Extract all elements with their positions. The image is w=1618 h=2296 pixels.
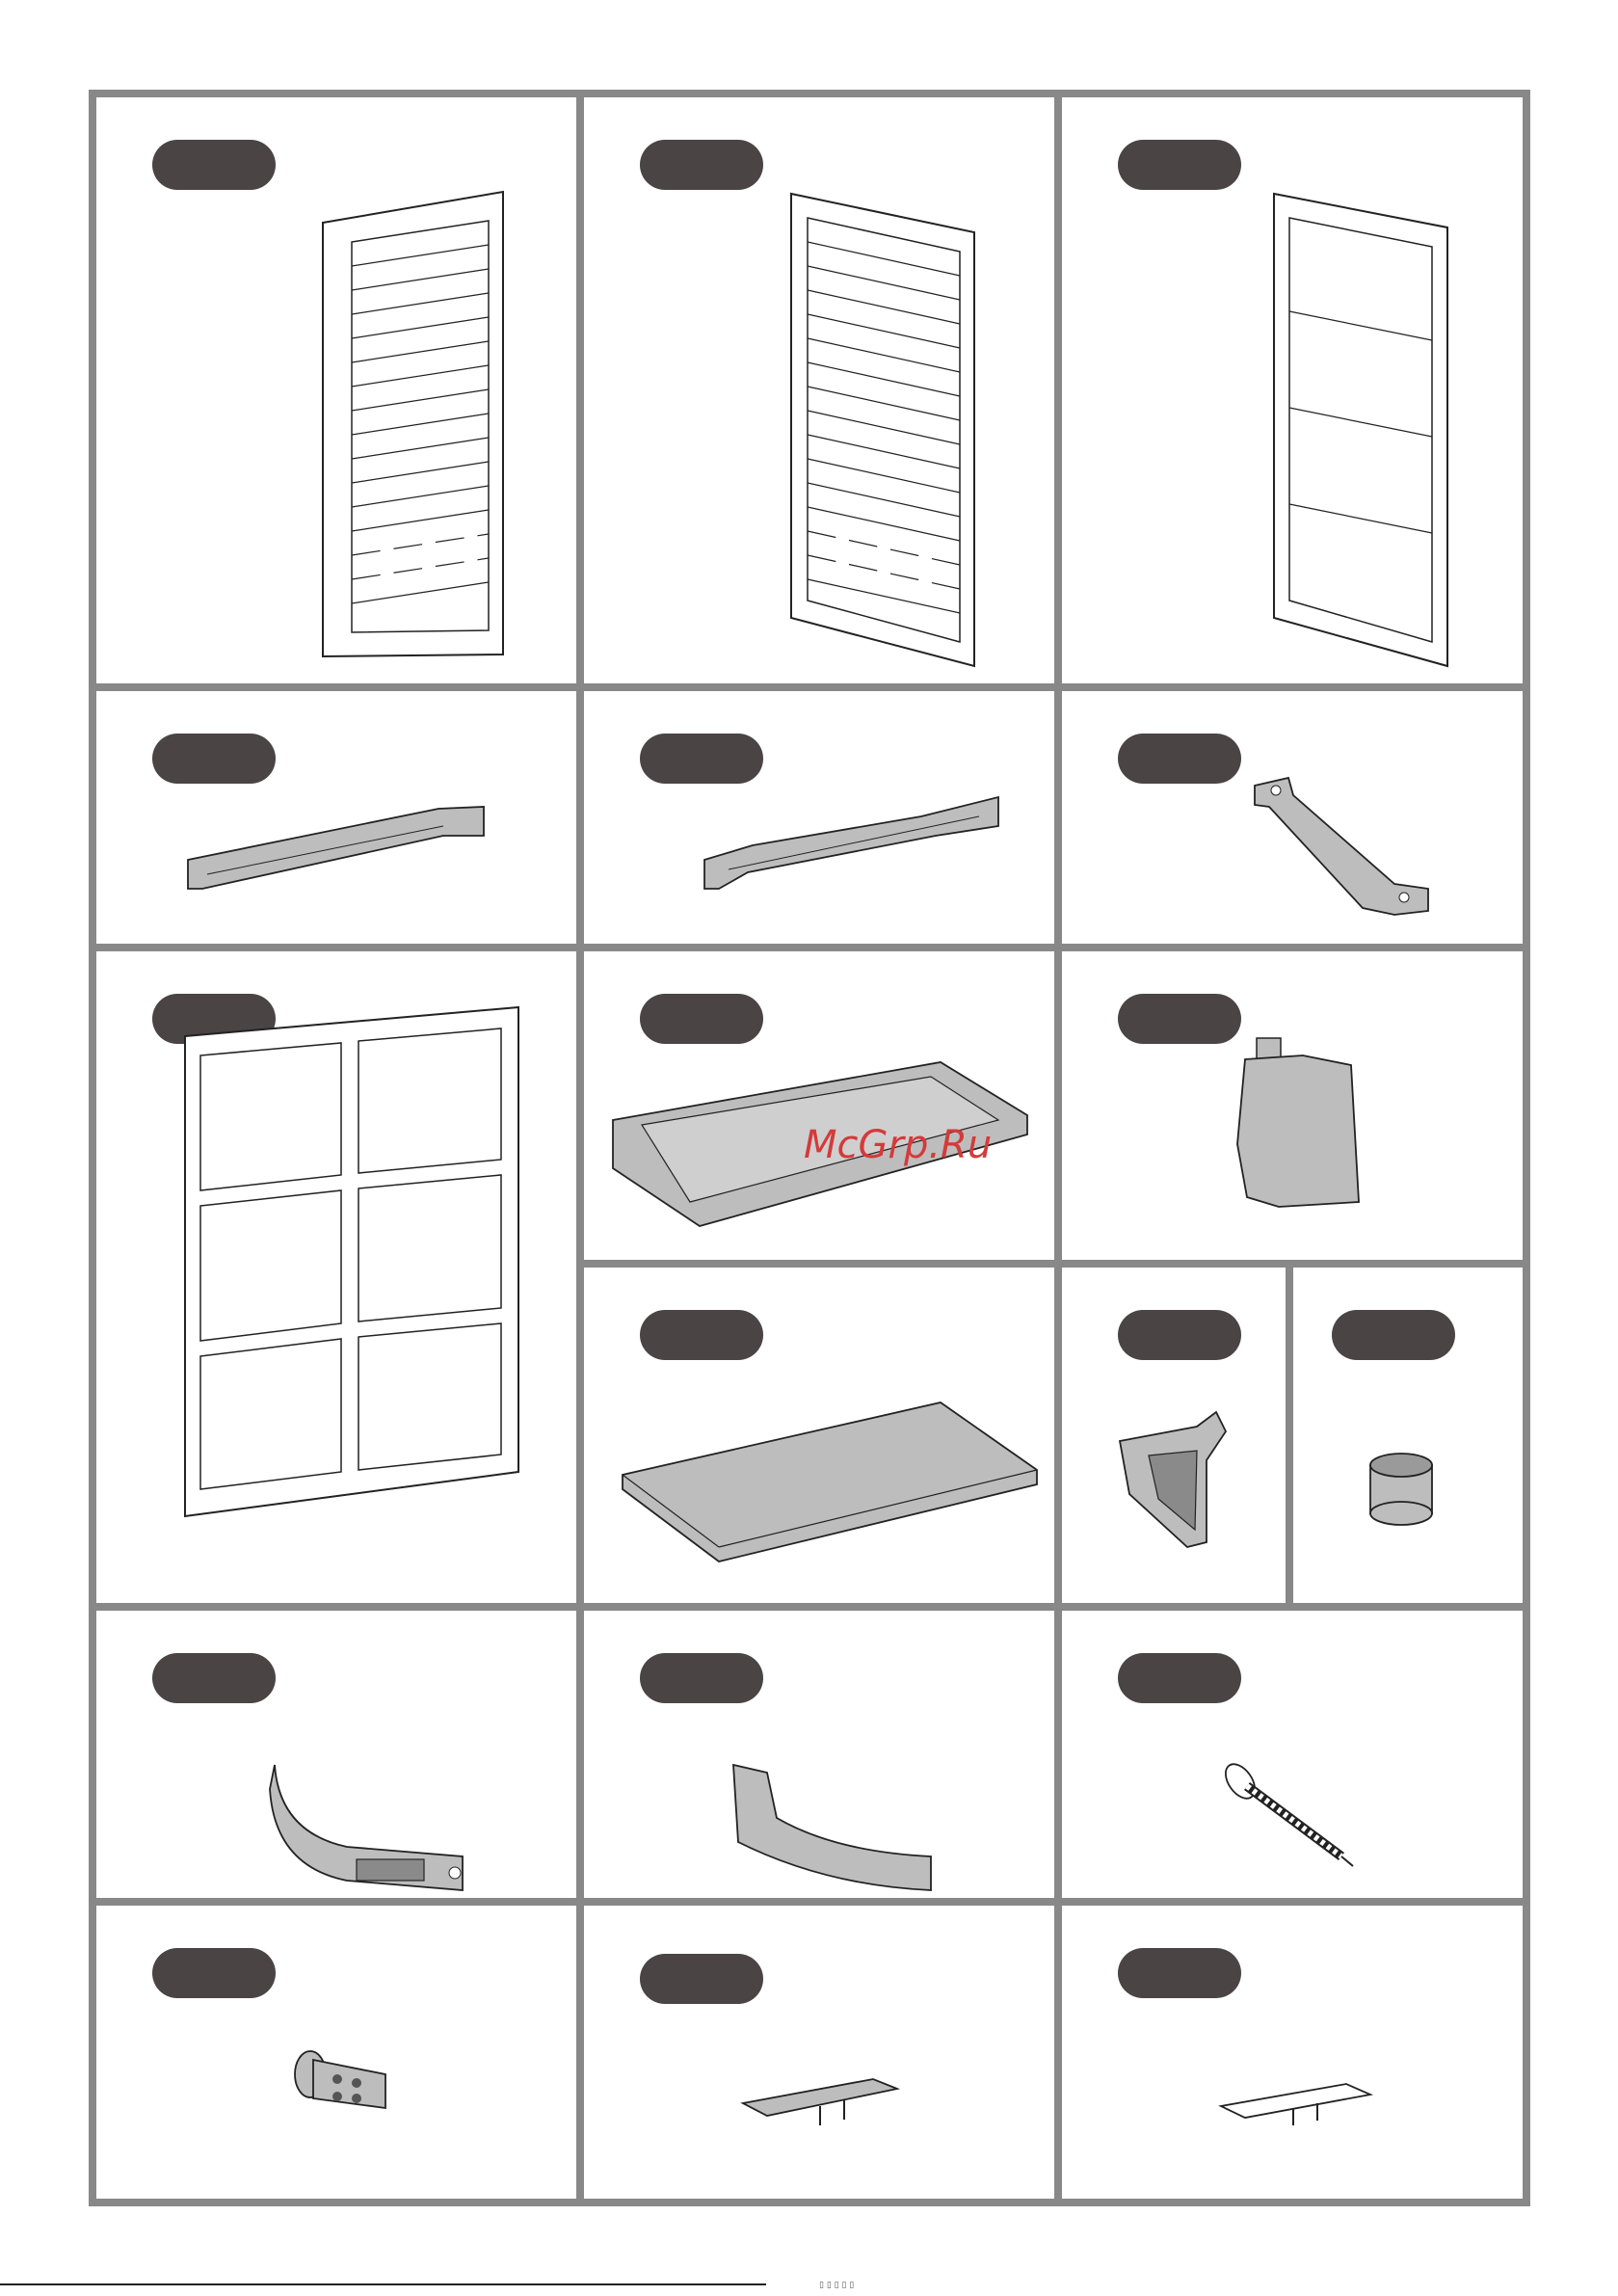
part-cell-clip-white <box>1062 1906 1523 2199</box>
part-cell-back-panel-grid <box>96 951 576 1603</box>
part-cell-rail-left <box>96 691 576 944</box>
bracket-bar-illustration <box>1062 691 1523 944</box>
part-cell-clip-grey <box>584 1906 1054 2199</box>
round-cap-illustration <box>1293 1268 1523 1603</box>
slatted-panel-a-illustration <box>96 97 576 683</box>
part-cell-handle-curved-b <box>584 1611 1054 1898</box>
rail-left-illustration <box>96 691 576 944</box>
part-cell-rail-right <box>584 691 1054 944</box>
handle-curved-a-illustration <box>96 1611 576 1898</box>
part-cell-bracket-bar <box>1062 691 1523 944</box>
parts-grid <box>89 90 1530 2206</box>
watermark-text: McGrp.Ru <box>804 1123 993 1167</box>
footer-rule <box>0 2283 766 2285</box>
part-cell-round-cap <box>1293 1268 1523 1603</box>
part-cell-foot-block <box>1062 951 1523 1260</box>
cam-dowel-illustration <box>96 1906 576 2199</box>
clip-white-illustration <box>1062 1906 1523 2199</box>
part-cell-cam-dowel <box>96 1906 576 2199</box>
tray-frame-illustration <box>584 951 1054 1260</box>
corner-bracket-illustration <box>1062 1268 1286 1603</box>
part-cell-panel-slatted-a <box>96 97 576 683</box>
screw-illustration <box>1062 1611 1523 1898</box>
shelf-board-illustration <box>584 1268 1054 1603</box>
handle-curved-b-illustration <box>584 1611 1054 1898</box>
frame-panel-illustration <box>1062 97 1523 683</box>
footer-text: ▯ ▯ ▯ ▯ ▯ <box>819 2281 855 2290</box>
part-cell-handle-curved-a <box>96 1611 576 1898</box>
back-panel-grid-illustration <box>96 951 576 1603</box>
foot-block-illustration <box>1062 951 1523 1260</box>
part-cell-shelf-board <box>584 1268 1054 1603</box>
part-cell-panel-frame <box>1062 97 1523 683</box>
clip-grey-illustration <box>584 1906 1054 2199</box>
part-cell-tray-frame <box>584 951 1054 1260</box>
rail-right-illustration <box>584 691 1054 944</box>
part-cell-panel-slatted-b <box>584 97 1054 683</box>
part-cell-screw <box>1062 1611 1523 1898</box>
slatted-panel-b-illustration <box>584 97 1054 683</box>
part-cell-corner-bracket <box>1062 1268 1286 1603</box>
